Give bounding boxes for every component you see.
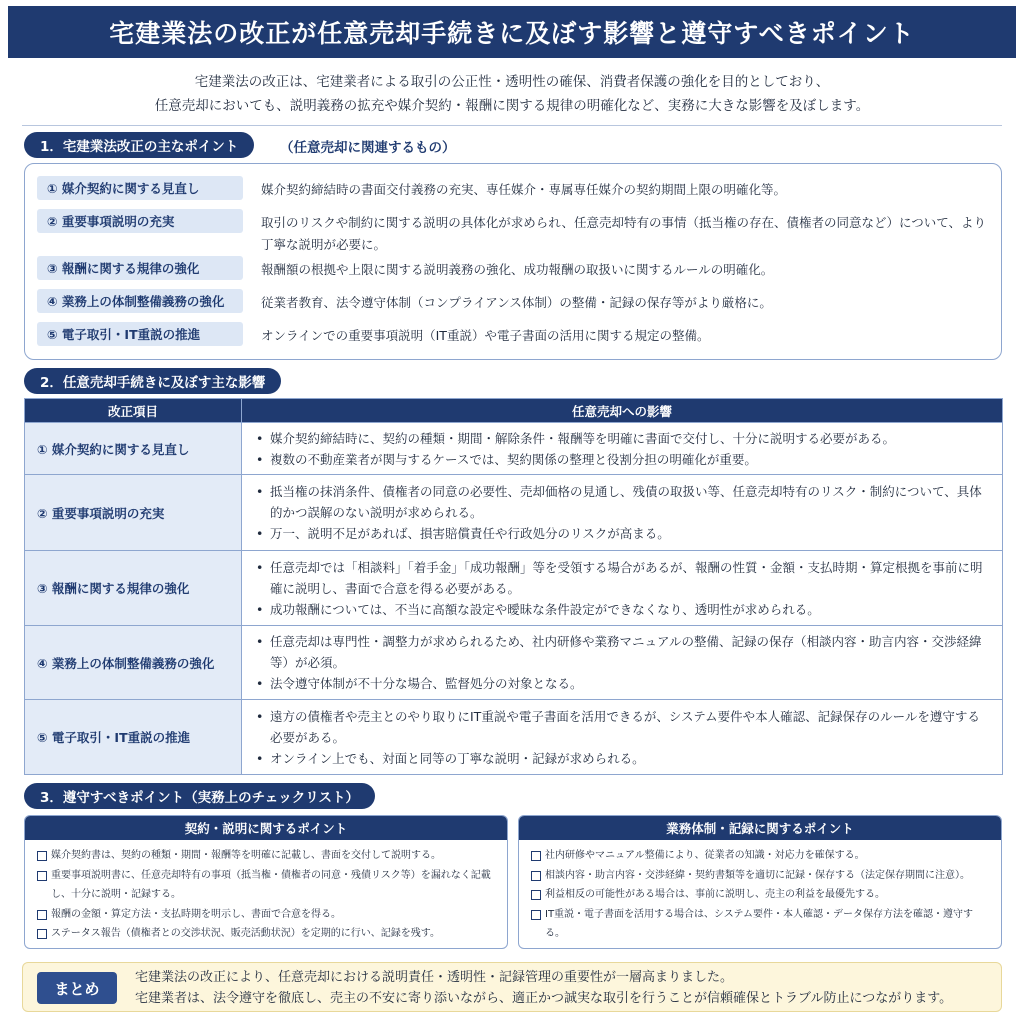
row-item: ⑤ 電子取引・IT重説の推進: [25, 700, 242, 775]
row-impact: [242, 423, 1003, 475]
intro-line-1: 宅建業法の改正は、宅建業者による取引の公正性・透明性の確保、消費者保護の強化を目的としており、: [194, 74, 830, 90]
point-text: 従業者教育、法令遵守体制（コンプライアンス体制）の整備・記録の保存等がより厳格に。: [261, 295, 772, 310]
checklist-item: 報酬の金額・算定方法・支払時期を明示し、書面で合意を得る。: [37, 905, 497, 925]
summary-badge: まとめ: [37, 972, 117, 1004]
row-item: ② 重要事項説明の充実: [25, 475, 242, 551]
checklist-item: IT重説・電子書面を活用する場合は、システム要件・本人確認・データ保存方法を確認・遵守する。: [531, 905, 991, 944]
impact-bullet: • 任意売却では「相談料」「着手金」「成功報酬」等を受領する場合があるが、報酬の性質・金額・支払時期・算定根拠を事前に明確に説明し、書面で合意を得る必要がある。: [256, 557, 992, 599]
summary-text: [135, 967, 995, 1009]
checklist-panel-contract: [24, 815, 508, 949]
impact-table: [24, 398, 1003, 775]
point-label: ② 重要事項説明の充実: [37, 209, 243, 233]
row-impact: [242, 551, 1003, 626]
table-row: [25, 700, 1003, 775]
summary-box: [22, 962, 1002, 1012]
checklist-item: 媒介契約書は、契約の種類・期間・報酬等を明確に記載し、書面を交付して説明する。: [37, 846, 497, 866]
impact-bullet: • 任意売却は専門性・調整力が求められるため、社内研修や業務マニュアルの整備、記録の保存（相談内容・助言内容・交渉経緯等）が必須。: [256, 631, 992, 673]
checklist-item: 相談内容・助言内容・交渉経緯・契約書類等を適切に記録・保存する（法定保存期間に注意）。: [531, 866, 991, 886]
section1-subheading: （任意売却に関連するもの）: [280, 140, 456, 156]
section1-heading: 1．宅建業法改正の主なポイント: [24, 132, 254, 158]
impact-bullet: • 複数の不動産業者が関与するケースでは、契約関係の整理と役割分担の明確化が重要。: [256, 449, 992, 470]
intro-line-2: 任意売却においても、説明義務の拡充や媒介契約・報酬に関する規律の明確化など、実務に大きな影響を及ぼします。: [154, 98, 870, 114]
checklist-item: 利益相反の可能性がある場合は、事前に説明し、売主の利益を最優先する。: [531, 885, 991, 905]
table-row: [25, 551, 1003, 626]
impact-bullet: • 媒介契約締結時に、契約の種類・期間・解除条件・報酬等を明確に書面で交付し、十分に説明する必要がある。: [256, 428, 992, 449]
point-text: オンラインでの重要事項説明（IT重説）や電子書面の活用に関する規定の整備。: [261, 328, 710, 343]
row-item: ① 媒介契約に関する見直し: [25, 423, 242, 475]
checklist-panel-operations: [518, 815, 1002, 949]
row-impact: [242, 475, 1003, 551]
divider: [22, 125, 1002, 126]
point-text: 取引のリスクや制約に関する説明の具体化が求められ、任意売却特有の事情（抵当権の存在、債権者の同意など）について、より丁寧な説明が必要に。: [261, 215, 987, 252]
intro-text: [30, 70, 994, 118]
table-row: [25, 423, 1003, 475]
impact-bullet: • 成功報酬については、不当に高額な設定や曖昧な条件設定ができなくなり、透明性が求められる。: [256, 599, 992, 620]
point-label: ④ 業務上の体制整備義務の強化: [37, 289, 243, 313]
column-header-impact: 任意売却への影響: [242, 399, 1003, 423]
section1-box: [24, 163, 1002, 360]
impact-bullet: • 抵当権の抹消条件、債権者の同意の必要性、売却価格の見通し、残債の取扱い等、任意売却特有のリスク・制約について、具体的かつ誤解のない説明が求められる。: [256, 481, 992, 523]
checklist-item: 重要事項説明書に、任意売却特有の事項（抵当権・債権者の同意・残債リスク等）を漏れなく記載し、十分に説明・記録する。: [37, 866, 497, 905]
impact-bullet: • 遠方の債権者や売主とのやり取りにIT重説や電子書面を活用できるが、システム要件や本人確認、記録保存のルールを遵守する必要がある。: [256, 706, 992, 748]
point-label: ① 媒介契約に関する見直し: [37, 176, 243, 200]
point-label: ③ 報酬に関する規律の強化: [37, 256, 243, 280]
impact-bullet: • 法令遵守体制が不十分な場合、監督処分の対象となる。: [256, 673, 992, 694]
checklist-item: 社内研修やマニュアル整備により、従業者の知識・対応力を確保する。: [531, 846, 991, 866]
point-text: 報酬額の根拠や上限に関する説明義務の強化、成功報酬の取扱いに関するルールの明確化。: [261, 262, 774, 277]
panel-title: 契約・説明に関するポイント: [25, 816, 507, 840]
row-item: ③ 報酬に関する規律の強化: [25, 551, 242, 626]
impact-bullet: • オンライン上でも、対面と同等の丁寧な説明・記録が求められる。: [256, 748, 992, 769]
point-label: ⑤ 電子取引・IT重説の推進: [37, 322, 243, 346]
impact-bullet: • 万一、説明不足があれば、損害賠償責任や行政処分のリスクが高まる。: [256, 523, 992, 544]
row-impact: [242, 700, 1003, 775]
row-impact: [242, 626, 1003, 700]
panel-title: 業務体制・記録に関するポイント: [519, 816, 1001, 840]
section3-heading: 3．遵守すべきポイント（実務上のチェックリスト）: [24, 783, 375, 809]
table-row: [25, 475, 1003, 551]
column-header-item: 改正項目: [25, 399, 242, 423]
row-item: ④ 業務上の体制整備義務の強化: [25, 626, 242, 700]
table-row: [25, 626, 1003, 700]
page-title: 宅建業法の改正が任意売却手続きに及ぼす影響と遵守すべきポイント: [8, 6, 1016, 58]
section2-heading: 2．任意売却手続きに及ぼす主な影響: [24, 368, 281, 394]
point-text: 媒介契約締結時の書面交付義務の充実、専任媒介・専属専任媒介の契約期間上限の明確化等。: [261, 182, 787, 197]
checklist-item: ステータス報告（債権者との交渉状況、販売活動状況）を定期的に行い、記録を残す。: [37, 924, 497, 944]
summary-line-2: 宅建業者は、法令遵守を徹底し、売主の不安に寄り添いながら、適正かつ誠実な取引を行うことが信頼確保とトラブル防止につながります。: [135, 991, 953, 1006]
summary-line-1: 宅建業法の改正により、任意売却における説明責任・透明性・記録管理の重要性が一層高まりました。: [135, 970, 734, 985]
